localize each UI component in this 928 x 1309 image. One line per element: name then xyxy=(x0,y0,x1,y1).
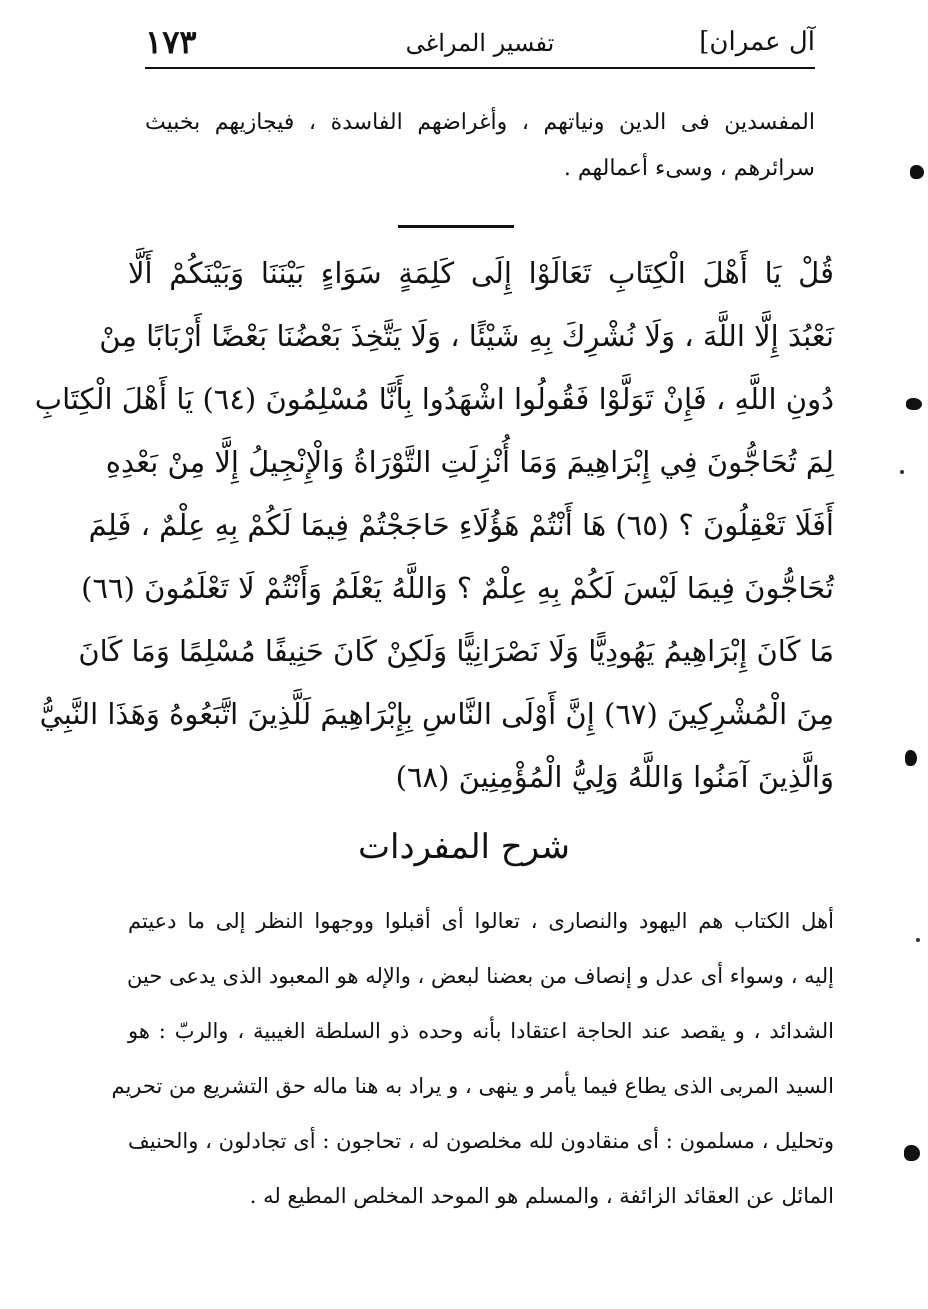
surah-name: آل عمران] xyxy=(699,27,815,57)
verse-line: لِمَ تُحَاجُّونَ فِي إِبْرَاهِيمَ وَمَا أُنْزِلَتِ التَّوْرَاةُ وَالْإِنْجِيلُ إِلَّا مِنْ بَعْدِهِ xyxy=(105,445,834,479)
verse-line: قُلْ يَا أَهْلَ الْكِتَابِ تَعَالَوْا إِلَى كَلِمَةٍ سَوَاءٍ بَيْنَنَا وَبَيْنَكُمْ أَلَّا xyxy=(128,256,834,290)
verses-block xyxy=(34,245,834,825)
vocabulary-explanation xyxy=(111,898,834,1228)
verse-line: نَعْبُدَ إِلَّا اللَّهَ ، وَلَا نُشْرِكَ بِهِ شَيْئًا ، وَلَا يَتَّخِذَ بَعْضُنَا بَعْضًا أَرْبَابًا مِنْ xyxy=(99,319,834,353)
explanation-line: المائل عن العقائد الزائفة ، والمسلم هو الموحد المخلص المطيع له . xyxy=(249,1184,834,1208)
explanation-line: الشدائد ، و يقصد عند الحاجة اعتقادا بأنه وحده ذو السلطة الغيبية ، والربّ : هو xyxy=(128,1019,834,1043)
scan-speck-mark xyxy=(910,165,924,179)
verse-line: دُونِ اللَّهِ ، فَإِنْ تَوَلَّوْا فَقُولُوا اشْهَدُوا بِأَنَّا مُسْلِمُونَ (٦٤) يَا أَهْلَ الْكِتَابِ xyxy=(34,382,834,416)
explanation-line: وتحليل ، مسلمون : أى منقادون لله مخلصون له ، تحاجون : أى تجادلون ، والحنيف xyxy=(128,1129,834,1153)
scan-speck-mark xyxy=(904,1145,920,1161)
explanation-line: إليه ، وسواء أى عدل و إنصاف من بعضنا لبعض ، والإله هو المعبود الذى يدعى حين xyxy=(127,964,834,988)
scan-speck-dot xyxy=(900,470,904,474)
verse-line: وَالَّذِينَ آمَنُوا وَاللَّهُ وَلِيُّ الْمُؤْمِنِينَ (٦٨) xyxy=(395,760,834,794)
page-number: ١٧٣ xyxy=(145,23,197,61)
intro-paragraph: المفسدين فى الدين ونياتهم ، وأغراضهم الفاسدة ، فيجازيهم بخبيث سرائرهم ، وسىء أعمالهم . xyxy=(145,110,815,181)
header-rule xyxy=(145,67,815,69)
verse-line: مِنَ الْمُشْرِكِينَ (٦٧) إِنَّ أَوْلَى النَّاسِ بِإِبْرَاهِيمَ لَلَّذِينَ اتَّبَعُوهُ وَهَذَا النَّبِيُّ xyxy=(39,697,834,731)
scan-speck-dot xyxy=(916,938,920,942)
explanation-line: السيد المربى الذى يطاع فيما يأمر و ينهى ، و يراد به هنا ماله حق التشريع من تحريم xyxy=(111,1074,834,1098)
scan-speck-mark xyxy=(905,750,917,766)
scan-speck-mark xyxy=(906,398,922,410)
section-heading: شرح المفردات xyxy=(357,827,571,867)
verse-line: مَا كَانَ إِبْرَاهِيمُ يَهُودِيًّا وَلَا نَصْرَانِيًّا وَلَكِنْ كَانَ حَنِيفًا مُسْلِمًا وَمَا كَانَ xyxy=(78,634,834,668)
section-separator xyxy=(398,225,514,228)
verse-line: أَفَلَا تَعْقِلُونَ ؟ (٦٥) هَا أَنْتُمْ هَؤُلَاءِ حَاجَجْتُمْ فِيمَا لَكُمْ بِهِ عِلْمٌ ، فَلِمَ xyxy=(88,508,834,542)
verse-line: تُحَاجُّونَ فِيمَا لَيْسَ لَكُمْ بِهِ عِلْمٌ ؟ وَاللَّهُ يَعْلَمُ وَأَنْتُمْ لَا تَعْلَمُونَ (٦٦) xyxy=(81,571,834,605)
page-header xyxy=(145,22,815,66)
explanation-line: أهل الكتاب هم اليهود والنصارى ، تعالوا أى أقبلوا ووجهوا النظر إلى ما دعيتم xyxy=(128,909,834,933)
book-title: تفسير المراغى xyxy=(405,29,555,57)
